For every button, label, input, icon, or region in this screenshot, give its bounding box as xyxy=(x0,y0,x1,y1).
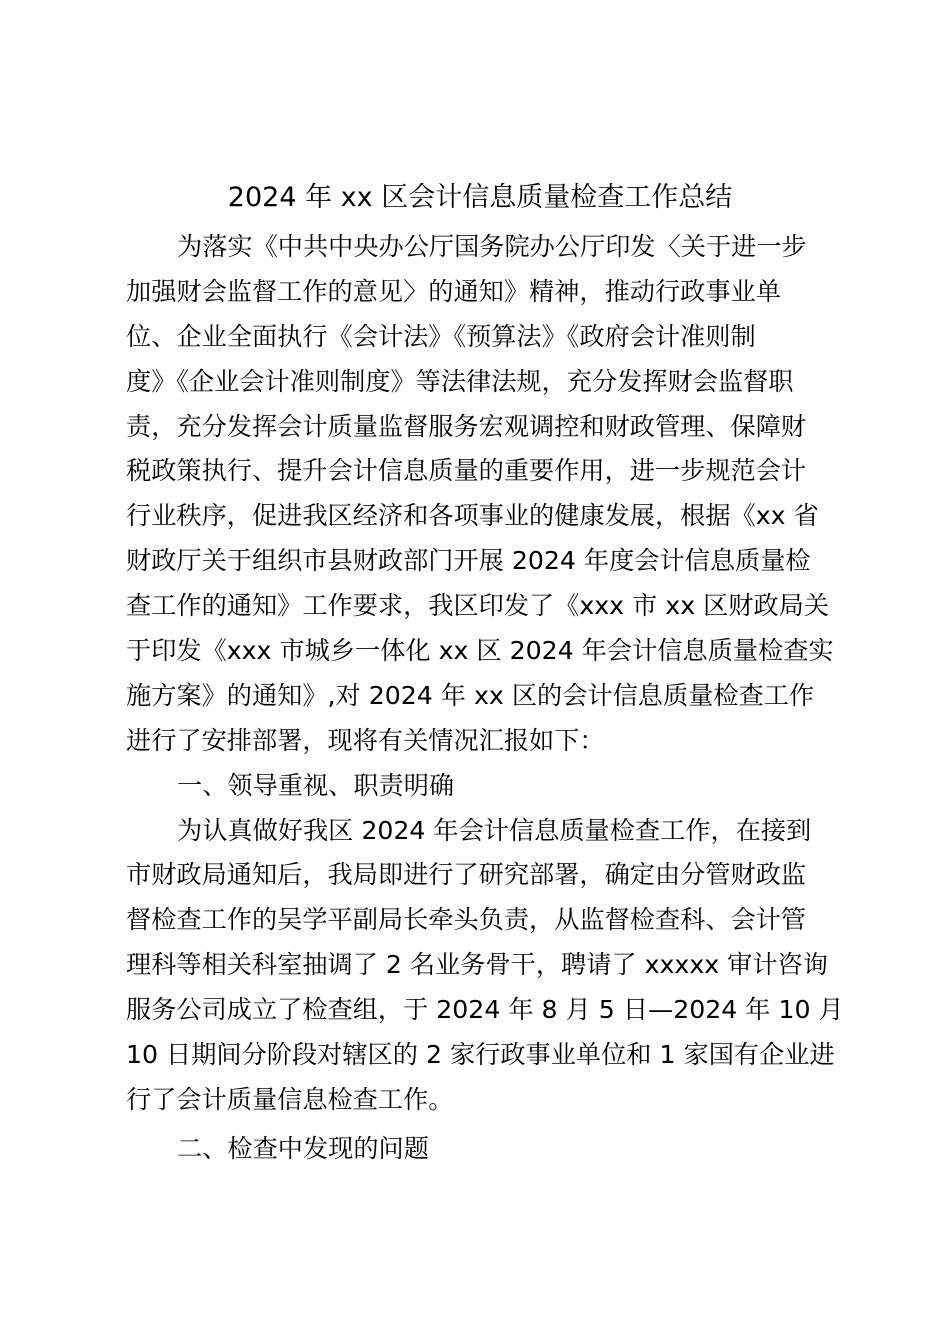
paragraph-line: 10 日期间分阶段对辖区的 2 家行政事业单位和 1 家国有企业进 xyxy=(126,1040,835,1070)
paragraph-line: 税政策执行、提升会计信息质量的重要作用，进一步规范会计 xyxy=(126,456,807,486)
paragraph-line: 行业秩序，促进我区经济和各项事业的健康发展，根据《xx 省 xyxy=(126,501,819,531)
paragraph-line: 服务公司成立了检查组，于 2024 年 8 月 5 日—2024 年 10 月 xyxy=(126,995,844,1025)
paragraph-line: 责，充分发挥会计质量监督服务宏观调控和财政管理、保障财 xyxy=(126,411,807,441)
paragraph-line: 为认真做好我区 2024 年会计信息质量检查工作，在接到 xyxy=(177,815,812,845)
section-heading-2: 二、检查中发现的问题 xyxy=(177,1133,429,1163)
paragraph-leadership xyxy=(126,809,844,1123)
paragraph-line: 进行了安排部署，现将有关情况汇报如下： xyxy=(126,725,605,755)
paragraph-line: 于印发《xxx 市城乡一体化 xx 区 2024 年会计信息质量检查实 xyxy=(126,636,834,666)
paragraph-line: 度》《企业会计准则制度》等法律法规，充分发挥财会监督职 xyxy=(126,366,794,396)
paragraph-line: 市财政局通知后，我局即进行了研究部署，确定由分管财政监 xyxy=(126,860,807,890)
paragraph-line: 为落实《中共中央办公厅国务院办公厅印发〈关于进一步 xyxy=(177,232,807,261)
paragraph-line: 施方案》的通知》,对 2024 年 xx 区的会计信息质量检查工作 xyxy=(126,680,815,710)
paragraph-line: 督检查工作的吴学平副局长牵头负责，从监督检查科、会计管 xyxy=(126,905,807,935)
document-title: 2024 年 xx 区会计信息质量检查工作总结 xyxy=(227,182,733,213)
paragraph-line: 加强财会监督工作的意见〉的通知》精神，推动行政事业单 xyxy=(126,276,781,306)
paragraph-line: 理科等相关科室抽调了 2 名业务骨干，聘请了 xxxxx 审计咨询 xyxy=(126,950,828,980)
paragraph-line: 位、企业全面执行《会计法》《预算法》《政府会计准则制 xyxy=(126,321,756,351)
paragraph-line: 查工作的通知》工作要求，我区印发了《xxx 市 xx 区财政局关 xyxy=(126,591,830,621)
paragraph-line: 财政厅关于组织市县财政部门开展 2024 年度会计信息质量检 xyxy=(126,546,811,576)
paragraph-intro xyxy=(126,225,836,764)
paragraph-line: 行了会计质量信息检查工作。 xyxy=(126,1084,454,1114)
document-body xyxy=(126,225,844,1172)
section-heading-1: 一、领导重视、职责明确 xyxy=(177,770,455,800)
